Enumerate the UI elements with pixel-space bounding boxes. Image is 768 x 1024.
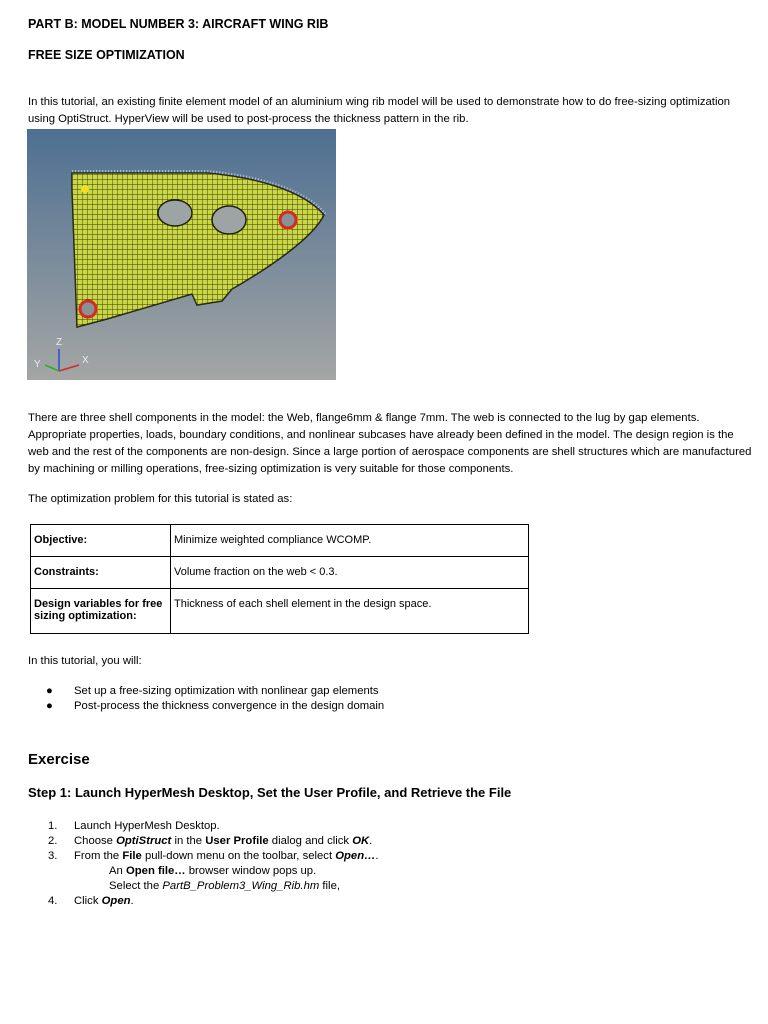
you-will-label: In this tutorial, you will: [28,655,142,667]
bullet-dot: ● [46,685,53,697]
heading-free-size: FREE SIZE OPTIMIZATION [28,48,185,62]
table-value: Minimize weighted compliance WCOMP. [171,525,529,557]
table-row [31,557,529,589]
step-number: 2. [48,835,58,847]
list-item [48,833,748,848]
list-item [48,878,748,893]
bullet-list [46,683,746,713]
lightening-hole-1 [158,200,192,226]
list-item [48,863,748,878]
step-subtext: An Open file… browser window pops up. [109,865,317,877]
step-text: Launch HyperMesh Desktop. [74,820,220,832]
bullet-dot: ● [46,700,53,712]
list-item [48,818,748,833]
table-label: Design variables for free sizing optimization: [31,589,171,634]
step-number: 3. [48,850,58,862]
step-text: Choose OptiStruct in the User Profile dialog and click OK. [74,835,373,847]
step-number: 1. [48,820,58,832]
problem-statement: The optimization problem for this tutorial is stated as: [28,493,293,505]
table-label: Constraints: [31,557,171,589]
step-text: From the File pull-down menu on the toolbar, select Open…. [74,850,379,862]
intro-paragraph: In this tutorial, an existing finite element model of an aluminium wing rib model will be used to demonstrate how to do free-sizing optimization using OptiStruct. HyperView will be used to post-process the thickness pattern in the rib. [28,96,731,125]
wing-rib-figure [27,129,336,380]
table-row [31,525,529,557]
list-item [46,698,746,713]
components-paragraph: There are three shell components in the model: the Web, flange6mm & flange 7mm. The web is connected to the lug by gap elements. Appropriate properties, loads, boundary conditions, and nonlinear subcases have already been defined in the model. The design region is the web and the rest of the components are non-design. Since a large portion of aerospace components are shell structures which are manufactured by machining or milling operations, free-sizing optimization is very suitable for those components. [28,412,752,475]
step-number: 4. [48,895,58,907]
list-item [48,848,748,863]
optimization-table [30,524,529,634]
step1-heading: Step 1: Launch HyperMesh Desktop, Set the User Profile, and Retrieve the File [28,785,512,800]
table-row [31,589,529,634]
table-label: Objective: [31,525,171,557]
list-item [48,893,748,908]
bullet-text: Set up a free-sizing optimization with nonlinear gap elements [74,685,379,697]
lug-ring-right [280,212,296,228]
heading-part-b: PART B: MODEL NUMBER 3: AIRCRAFT WING RIB [28,17,329,31]
bullet-text: Post-process the thickness convergence in the design domain [74,700,385,712]
table-value: Volume fraction on the web < 0.3. [171,557,529,589]
axis-x-label: X [82,355,89,366]
axis-y-label: Y [34,359,41,370]
exercise-heading: Exercise [28,751,90,768]
list-item [46,683,746,698]
load-point-marker [81,185,89,193]
table-value: Thickness of each shell element in the design space. [171,589,529,634]
step-subtext: Select the PartB_Problem3_Wing_Rib.hm file, [109,880,340,892]
lug-ring-left [80,301,96,317]
wing-rib-mesh-image [27,129,336,380]
steps-list [48,818,748,908]
axis-z-label: Z [56,337,63,348]
step-text: Click Open. [74,895,134,907]
lightening-hole-2 [212,206,246,234]
